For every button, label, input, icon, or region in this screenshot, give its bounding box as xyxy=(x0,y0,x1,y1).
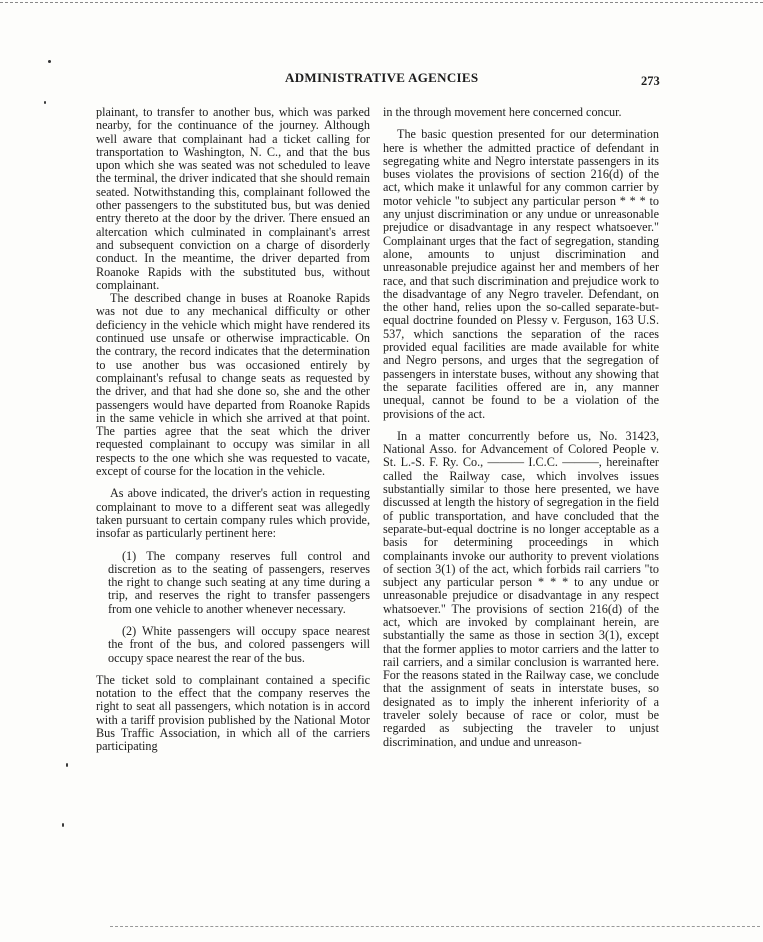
scan-speck xyxy=(44,101,46,104)
running-header-title: ADMINISTRATIVE AGENCIES xyxy=(285,70,479,85)
paragraph: The basic question presented for our determination here is whether the admitted practice of defendant in segregating white and Negro interstate passengers in its buses violates the provisions of section 216(d) of the act, which make it unlawful for any common carrier by motor vehicle "to subject any particular person * * * to any unjust discrimination or any undue or unreasonable prejudice or disadvantage in any respect whatsoever." Complainant urges that the fact of segregation, standing alone, amounts to unjust discrimination and unreasonable prejudice against her and members of her race, and that such discrimination and prejudice work to the disadvantage of any Negro traveler. Defendant, on the other hand, relies upon the so-called separate-but-equal doctrine founded on Plessy v. Ferguson, 163 U.S. 537, which sanctions the separation of the races provided equal facilities are made available for white and Negro persons, and urges that the segregation of passengers in interstate buses, without any showing that the separate facilities offered are in, any manner unequal, cannot be found to be a violation of the provisions of the act. xyxy=(383,127,659,421)
paragraph: As above indicated, the driver's action in requesting complainant to move to a different seat was allegedly taken pursuant to certain company rules which provide, insofar as particularly pertinent here: xyxy=(96,486,370,541)
paragraph: The described change in buses at Roanoke Rapids was not due to any mechanical difficulty or other deficiency in the vehicle which might have rendered its continued use unsafe or otherwise impracticable. On the contrary, the record indicates that the determination to use another bus was occasioned entirely by complainant's refusal to change seats as requested by the driver, and that had she done so, she and the other passengers would have departed from Roanoke Rapids in the same vehicle in which she arrived at that point. The parties agree that the seat which the driver requested complainant to occupy was similar in all respects to the one which she was requested to vacate, except of course for the location in the vehicle. xyxy=(96,291,370,479)
scan-speck xyxy=(48,60,51,63)
left-column xyxy=(96,106,370,754)
paragraph: in the through movement here concerned concur. xyxy=(383,105,622,119)
paragraph: plainant, to transfer to another bus, which was parked nearby, for the continuance of the journey. Although well aware that complainant had a ticket calling for transportation to Washington, N. C., and that the bus upon which she was seated was not scheduled to leave the terminal, the driver indicated that she should remain seated. Notwithstanding this, complainant followed the other passengers to the substituted bus, but was denied entry thereto at the door by the driver. There ensued an altercation which culminated in complainant's arrest and subsequent conviction on a charge of disorderly conduct. In the meantime, the driver departed from Roanoke Rapids with the substituted bus, without complainant. xyxy=(96,105,370,292)
rule-quote: (1) The company reserves full control and discretion as to the seating of passengers, reserves the right to change such seating at any time during a trip, and reserves the right to transfer passengers from one vehicle to another whenever necessary. xyxy=(108,548,370,616)
page-number: 273 xyxy=(641,74,660,88)
right-column xyxy=(383,106,659,749)
paragraph: In a matter concurrently before us, No. 31423, National Asso. for Advancement of Colored People v. St. L.-S. F. Ry. Co., ——— I.C.C. ———, hereinafter called the Railway case, which involves issues substantially similar to those here presented, we have discussed at length the history of segregation in the field of public transportation, and have concluded that the separate-but-equal doctrine is no longer acceptable as a basis for determining proceedings in which complainants invoke our authority to prevent violations of section 3(1) of the act, which forbids rail carriers "to subject any particular person * * * to any undue or unreasonable prejudice or disadvantage in any respect whatsoever." The provisions of section 216(d) of the act, which are invoked by complainant herein, are substantially the same as those in section 3(1), except that the former applies to motor carriers and the latter to rail carriers, and a similar conclusion is warranted here. For the reasons stated in the Railway case, we conclude that the assignment of seats in interstate buses, so designated as to imply the inherent inferiority of a traveler solely because of race or color, must be regarded as subjecting the traveler to unjust discrimination, and undue and unreason- xyxy=(383,428,659,749)
scan-speck xyxy=(66,763,68,767)
paragraph: The ticket sold to complainant contained a specific notation to the effect that the company reserves the right to seat all passengers, which notation is in accord with a tariff provision published by the National Motor Bus Traffic Association, in which all of the carriers participating xyxy=(96,672,370,754)
rule-quote: (2) White passengers will occupy space nearest the front of the bus, and colored passengers will occupy space nearest the rear of the bus. xyxy=(108,623,370,665)
scan-speck xyxy=(62,823,64,827)
scan-edge-top xyxy=(0,2,763,3)
scan-edge-bottom xyxy=(110,926,760,927)
